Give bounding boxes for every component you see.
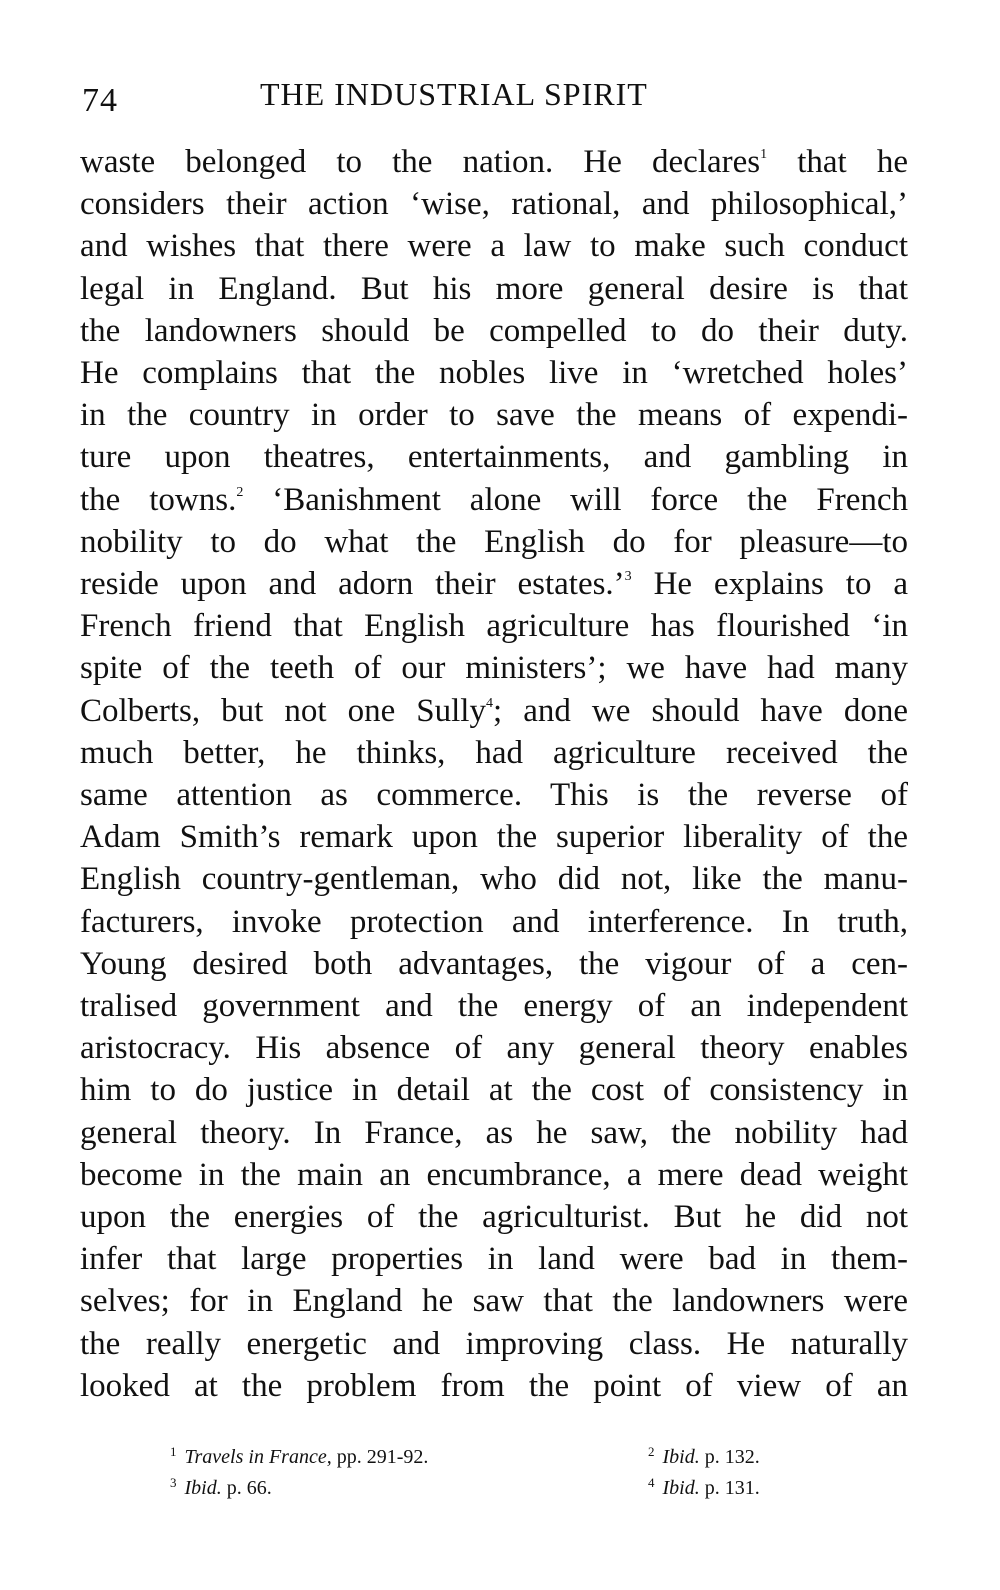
text-line: legal in England. But his more general desire is that <box>80 270 908 307</box>
text-line: upon the energies of the agriculturist. But he did not <box>80 1199 908 1236</box>
text-line: much better, he thinks, had agriculture received the <box>80 734 908 771</box>
text-line: nobility to do what the English do for pleasure—to <box>80 523 908 560</box>
text-line: same attention as commerce. This is the reverse of <box>80 777 908 814</box>
footnote: $^1$ Travels in France, pp. 291-92. <box>170 1444 429 1468</box>
text-line: the really energetic and improving class. He naturally <box>80 1325 908 1362</box>
text-line: facturers, invoke protection and interference. In truth, <box>80 903 908 940</box>
text-line: ture upon theatres, entertainments, and gambling in <box>80 439 908 476</box>
text-line: English country-gentleman, who did not, like the manu- <box>80 861 908 898</box>
text-line: infer that large properties in land were bad in them- <box>80 1241 908 1278</box>
text-line: considers their action ‘wise, rational, and philosophical,’ <box>80 186 908 223</box>
text-line: aristocracy. His absence of any general theory enables <box>80 1030 908 1067</box>
text-line: the landowners should be compelled to do their duty. <box>80 312 908 349</box>
text-line: Colberts, but not one Sully$^4$; and we should have done <box>80 692 909 729</box>
text-line: French friend that English agriculture has flourished ‘in <box>80 608 908 645</box>
body-text <box>80 141 908 1407</box>
text-line: spite of the teeth of our ministers’; we have had many <box>80 650 908 687</box>
footnote-ref: 1 <box>760 147 768 162</box>
text-line: He complains that the nobles live in ‘wretched holes’ <box>80 355 908 392</box>
footnote-ref: 2 <box>236 484 244 500</box>
page-number: 74 <box>82 82 118 119</box>
text-line: become in the main an encumbrance, a mere dead weight <box>80 1156 908 1193</box>
footnote-ref: 4 <box>485 695 493 711</box>
text-line: general theory. In France, as he saw, the nobility had <box>80 1114 908 1151</box>
footnote: $^2$ Ibid. p. 132. <box>648 1444 760 1468</box>
footnote: $^3$ Ibid. p. 66. <box>170 1475 272 1499</box>
footnote-ref: 3 <box>624 569 632 585</box>
text-line: in the country in order to save the means of expendi- <box>80 397 908 434</box>
text-line: Adam Smith’s remark upon the superior liberality of the <box>80 819 908 856</box>
text-line: selves; for in England he saw that the landowners were <box>80 1283 908 1320</box>
text-line: reside upon and adorn their estates.’$^3$ He explains to a <box>80 566 908 603</box>
text-line: and wishes that there were a law to make such conduct <box>80 228 908 265</box>
text-line: tralised government and the energy of an independent <box>80 988 908 1025</box>
text-line: waste belonged to the nation. He declares$^1$ that he <box>80 144 908 180</box>
text-line: Young desired both advantages, the vigour of a cen- <box>80 945 908 982</box>
text-line: looked at the problem from the point of view of an <box>80 1367 908 1404</box>
running-head: THE INDUSTRIAL SPIRIT <box>260 76 648 112</box>
text-line: him to do justice in detail at the cost of consistency in <box>80 1072 908 1109</box>
page-header <box>82 68 912 128</box>
footnote: $^4$ Ibid. p. 131. <box>648 1475 760 1499</box>
text-line: the towns.$^2$ ‘Banishment alone will force the French <box>80 481 908 518</box>
